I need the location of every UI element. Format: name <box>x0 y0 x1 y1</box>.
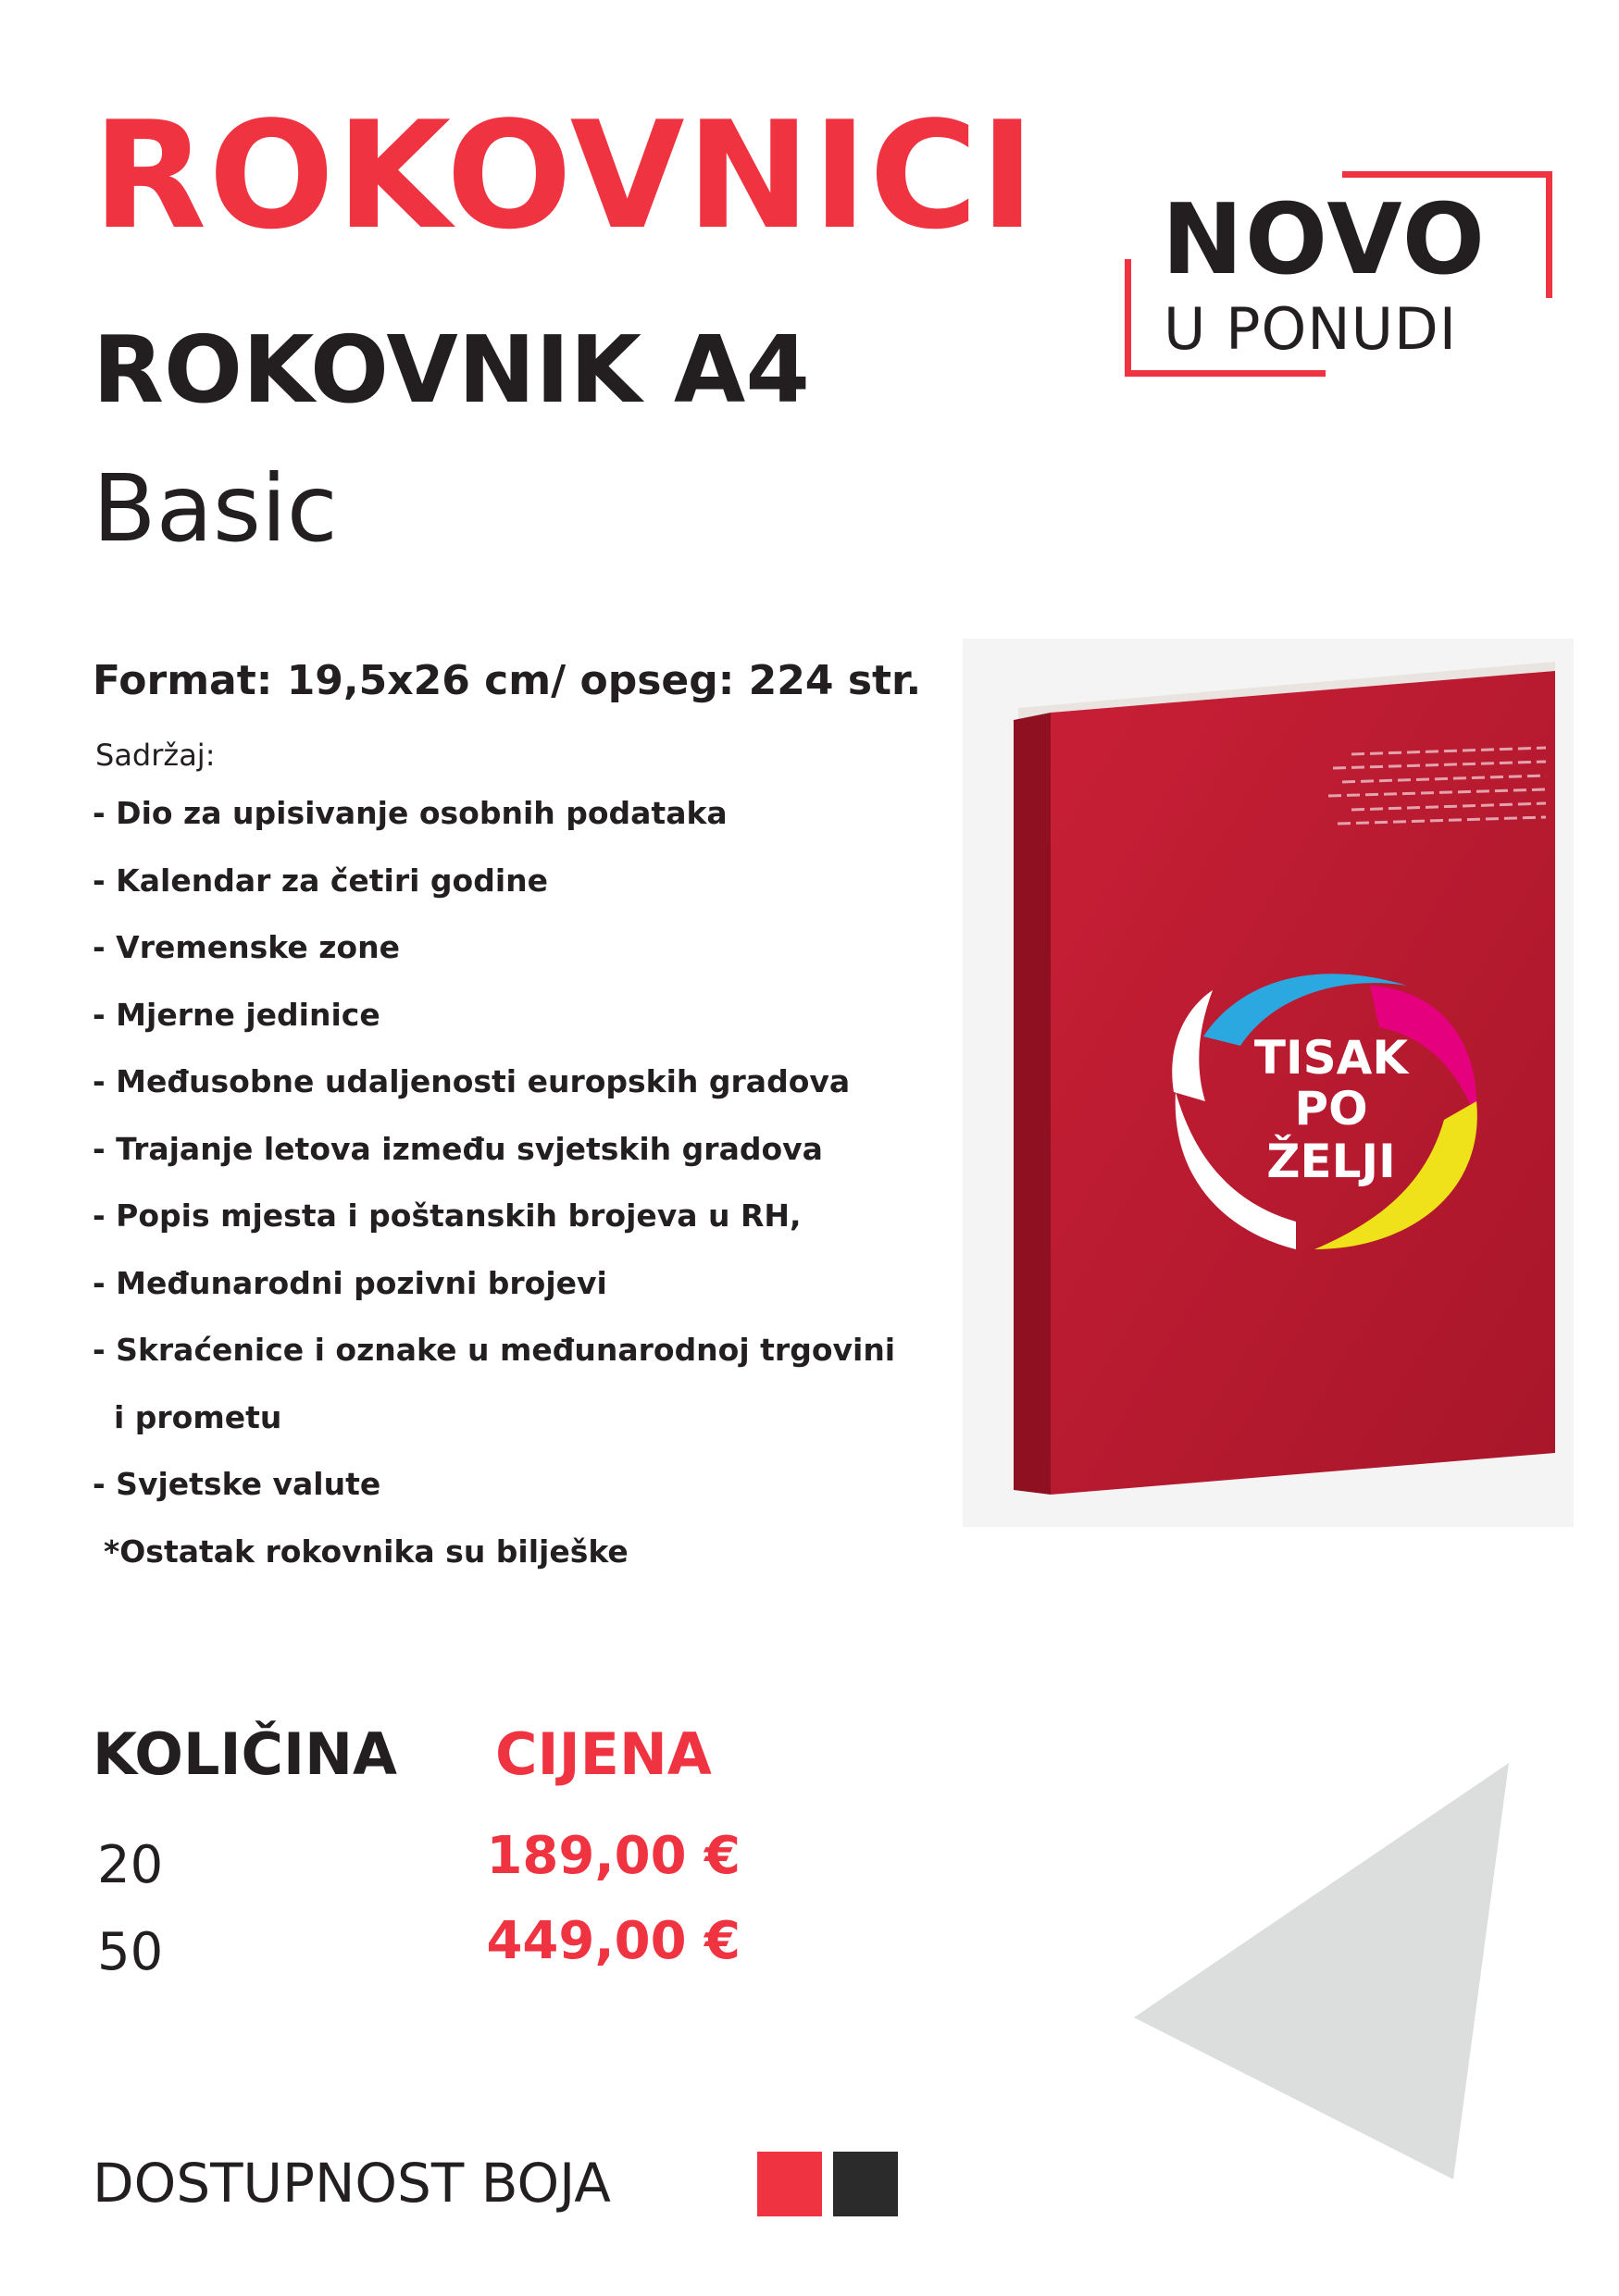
color-swatch-black <box>833 2152 898 2216</box>
contents-item: - Trajanje letova između svjetskih gradova <box>93 1130 823 1167</box>
badge-line-2: U PONUDI <box>1164 295 1458 363</box>
price-cell: 189,00 € <box>486 1826 741 1886</box>
contents-item: - Kalendar za četiri godine <box>93 862 549 899</box>
contents-item: - Dio za upisivanje osobnih podataka <box>93 795 728 831</box>
contents-item: - Mjerne jedinice <box>93 996 380 1033</box>
quantity-header: KOLIČINA <box>93 1720 397 1788</box>
contents-item: - Međusobne udaljenosti europskih gradova <box>93 1063 851 1099</box>
contents-label: Sadržaj: <box>95 738 216 773</box>
contents-item: - Svjetske valute <box>93 1466 381 1502</box>
price-header: CIJENA <box>495 1720 712 1788</box>
logo-text-line-1: TISAK <box>1253 1031 1409 1085</box>
color-availability-label: DOSTUPNOST BOJA <box>93 2152 611 2215</box>
notebook-illustration <box>963 639 1574 1527</box>
format-spec: Format: 19,5x26 cm/ opseg: 224 str. <box>93 657 922 704</box>
logo-text-line-2: PO <box>1294 1082 1368 1136</box>
badge-line-1: NOVO <box>1162 183 1487 296</box>
new-offer-badge <box>1125 171 1551 379</box>
contents-item: - Skraćenice i oznake u međunarodnoj trgovini <box>93 1332 896 1368</box>
contents-list <box>93 795 896 1536</box>
price-cell: 449,00 € <box>486 1911 741 1971</box>
quantity-cell: 50 <box>97 1922 164 1982</box>
product-image <box>963 639 1574 1527</box>
contents-item: - Popis mjesta i poštanskih brojeva u RH, <box>93 1198 802 1234</box>
color-swatch-red <box>757 2152 822 2216</box>
contents-item: - Vremenske zone <box>93 929 400 965</box>
quantity-cell: 20 <box>97 1835 164 1895</box>
contents-item: i prometu <box>93 1398 282 1435</box>
contents-item: - Međunarodni pozivni brojevi <box>93 1264 607 1301</box>
book-spine <box>1014 713 1051 1495</box>
product-title: ROKOVNIK A4 <box>93 316 810 424</box>
main-title: ROKOVNICI <box>93 89 1037 262</box>
product-variant: Basic <box>93 454 338 563</box>
decorative-triangle <box>1134 1763 1513 2179</box>
logo-text-line-3: ŽELJI <box>1266 1135 1396 1188</box>
contents-note: *Ostatak rokovnika su bilješke <box>104 1533 629 1570</box>
